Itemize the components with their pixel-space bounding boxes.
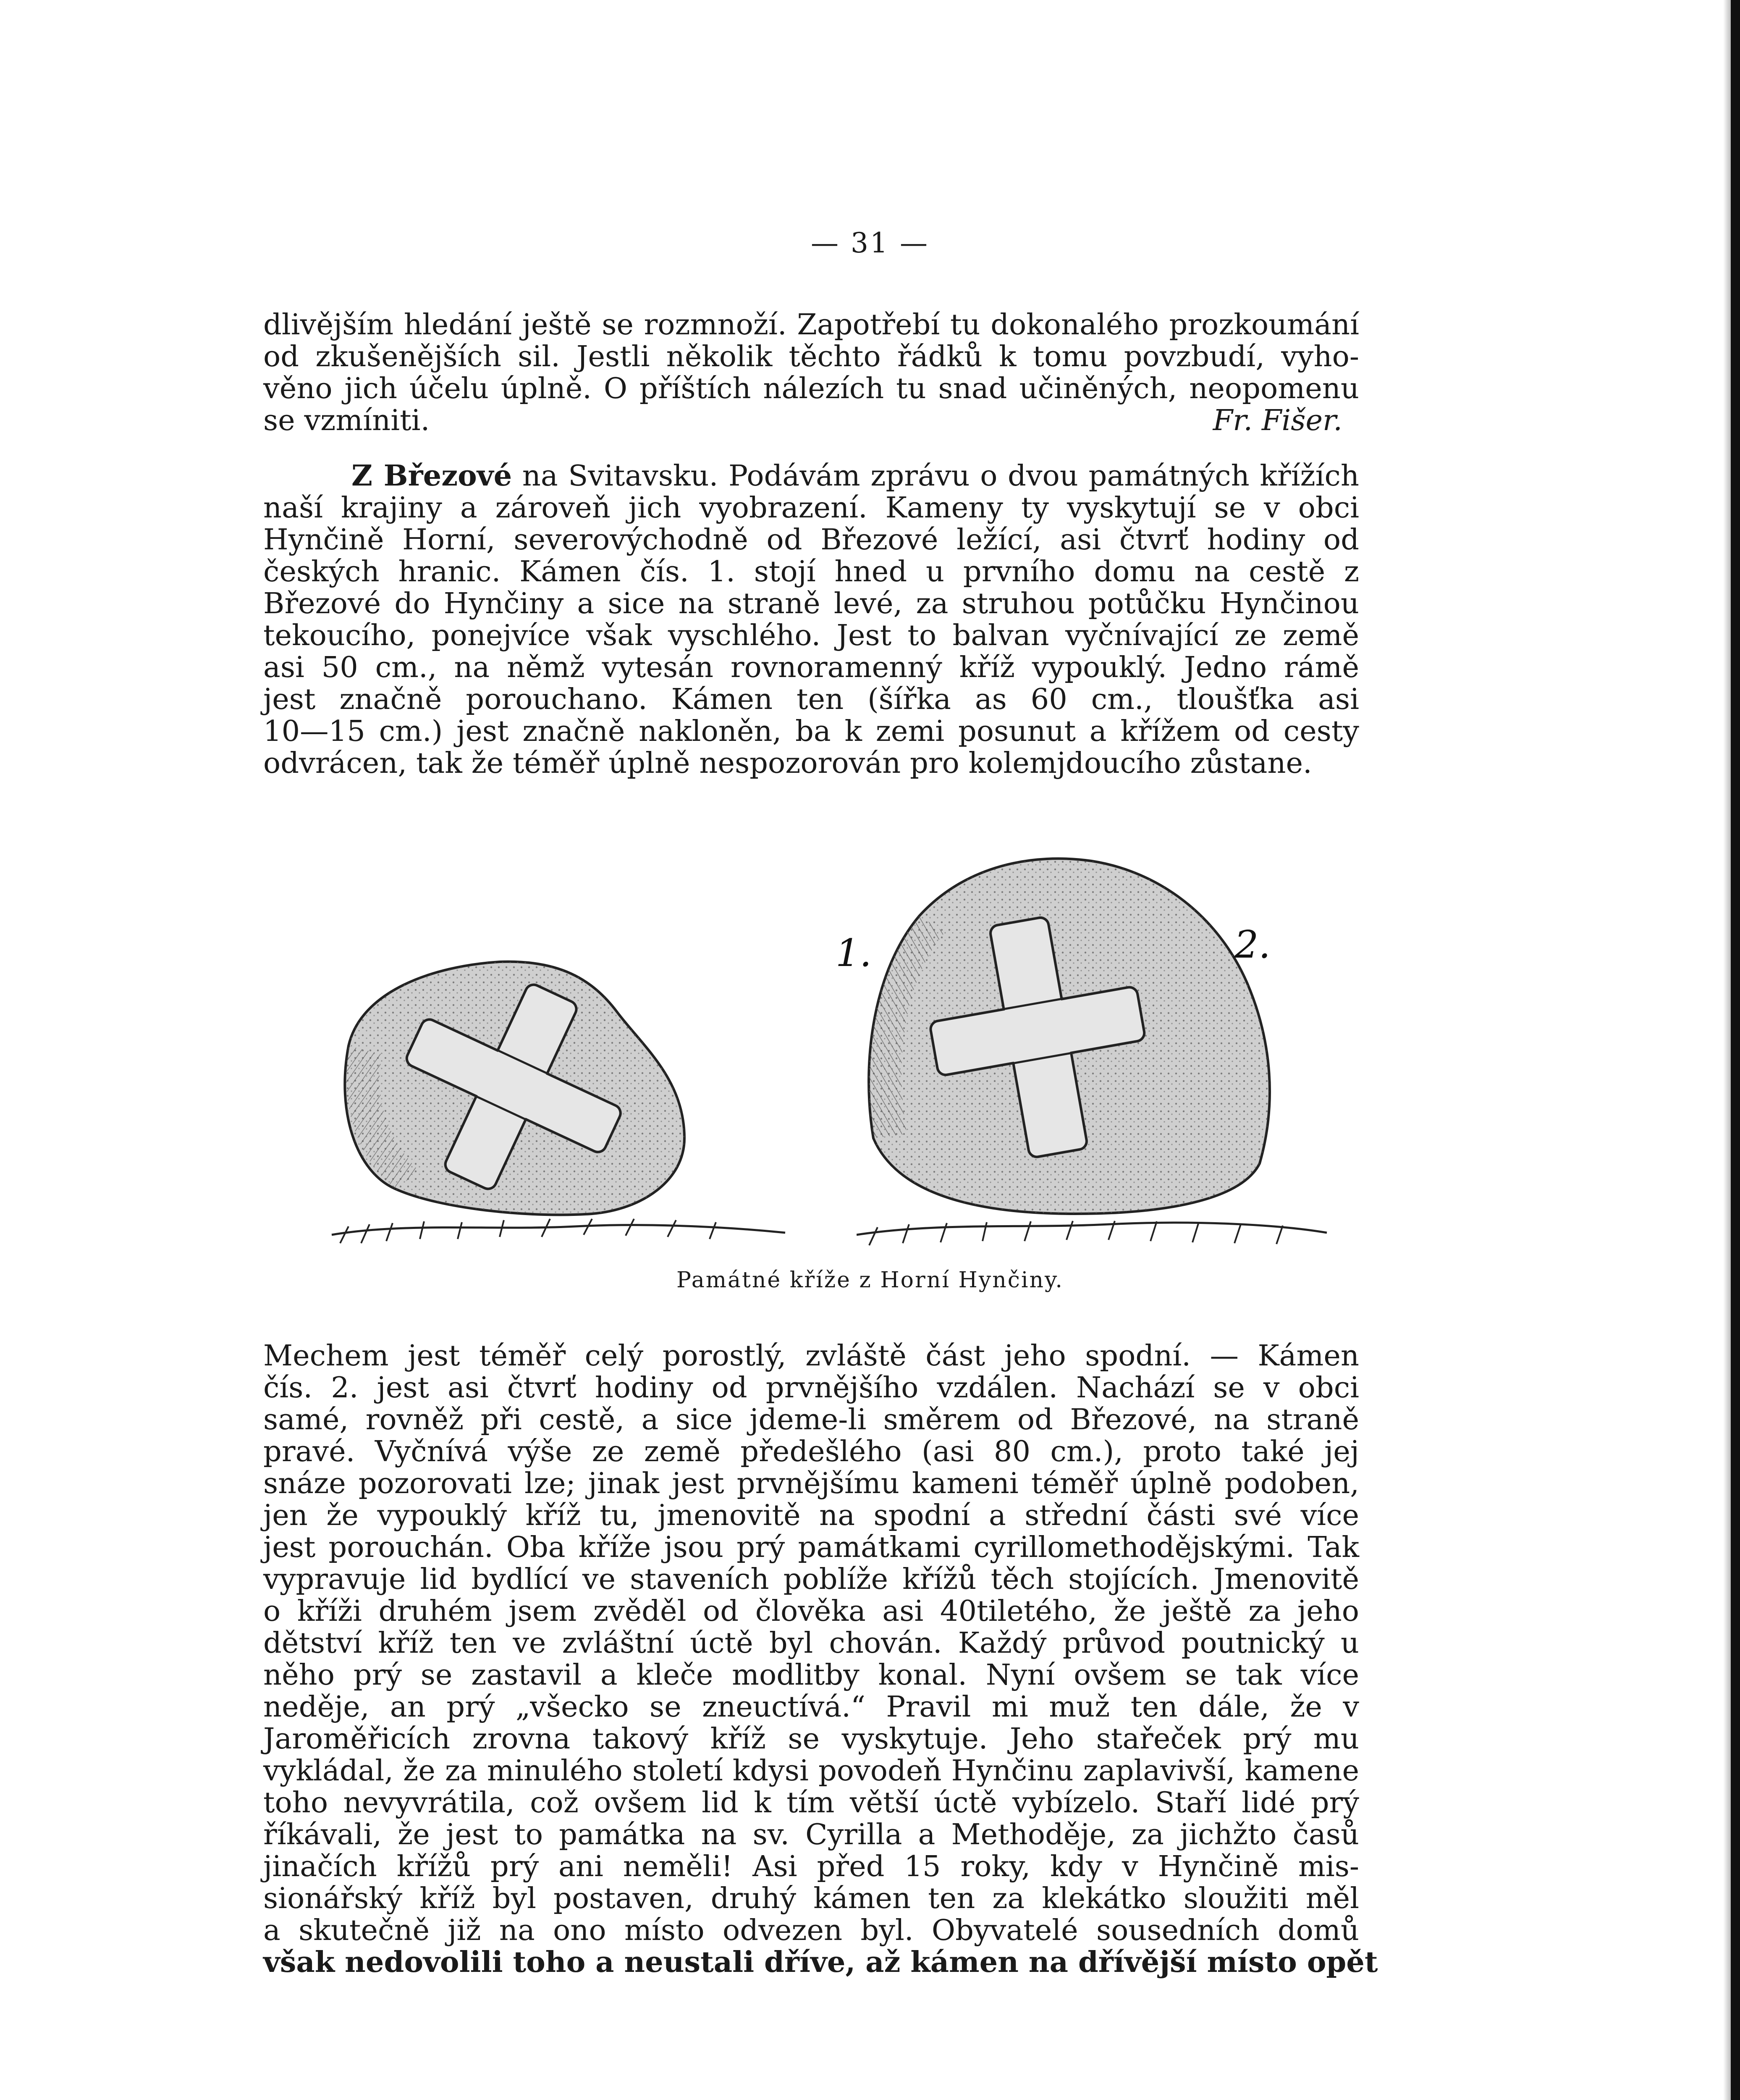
text-line: naší krajiny a zároveň jich vyobrazení. Kameny ty vyskytují se v obci: [263, 491, 1359, 525]
text-line: se vzmíniti.: [263, 404, 430, 437]
stone-cross-1-illustration: [323, 920, 907, 1256]
stone-cross-2-illustration: [857, 844, 1331, 1256]
text-line: jest porouchán. Oba kříže jsou prý památkami cyrillomethodějskými. Tak: [263, 1530, 1359, 1564]
text-line: českých hranic. Kámen čís. 1. stojí hned u prvního domu na cestě z: [263, 555, 1359, 588]
page-edge-border: [1731, 0, 1740, 2100]
after-figure-paragraph: [263, 1339, 1378, 1979]
text-line: dlivějším hledání ještě se rozmnoží. Zapotřebí tu dokonalého prozkoumání: [263, 308, 1359, 341]
text-line: snáze pozorovati lze; jinak jest prvnějšímu kameni téměř úplně podoben,: [263, 1467, 1359, 1500]
text-line: od zkušenějších sil. Jestli několik těchto řádků k tomu povzbudí, vyho-: [263, 340, 1359, 373]
text-line: jest značně porouchano. Kámen ten (šířka as 60 cm., tloušťka asi: [263, 682, 1359, 716]
text-line: Mechem jest téměř celý porostlý, zvláště část jeho spodní. — Kámen: [263, 1339, 1359, 1373]
text-line: samé, rovněž při cestě, a sice jdeme-li směrem od Březové, na straně: [263, 1403, 1359, 1436]
text-line: však nedovolili toho a neustali dříve, až kámen na dřívější místo opět: [263, 1945, 1378, 1979]
text-line: Březové do Hynčiny a sice na straně levé, za struhou potůčku Hynčinou: [263, 587, 1359, 620]
text-line: Jaroměřicích zrovna takový kříž se vyskytuje. Jeho stařeček prý mu: [263, 1722, 1359, 1756]
text-line: říkávali, že jest to památka na sv. Cyrilla a Methoděje, za jichžto časů: [263, 1818, 1359, 1851]
text-line: sionářský kříž byl postaven, druhý kámen ten za klekátko sloužiti měl: [263, 1882, 1359, 1915]
text-line: něho prý se zastavil a kleče modlitby konal. Nyní ovšem se tak více: [263, 1658, 1359, 1692]
text-line: neděje, an prý „všecko se zneuctívá.“ Pravil mi muž ten dále, že v: [263, 1690, 1359, 1724]
text-line: čís. 2. jest asi čtvrť hodiny od prvnějšího vzdálen. Nachází se v obci: [263, 1371, 1359, 1404]
text-line: a skutečně již na ono místo odvezen byl. Obyvatelé sousedních domů: [263, 1914, 1359, 1947]
text-fragment: na Svitavsku. Podávám zprávu o dvou památných křížích: [522, 459, 1359, 493]
text-line: vykládal, že za minulého století kdysi povodeň Hynčinu zaplavivší, kamene: [263, 1754, 1359, 1788]
section-first-line: [263, 460, 1359, 492]
signature-line: [263, 404, 1359, 436]
text-line: věno jich účelu úplně. O příštích nálezích tu snad učiněných, neopomenu: [263, 372, 1359, 405]
continuation-paragraph: [263, 309, 1359, 436]
text-line: dětství kříž ten ve zvláštní úctě byl chován. Každý průvod poutnický u: [263, 1626, 1359, 1660]
text-line: Hynčině Horní, severovýchodně od Březové ležící, asi čtvrť hodiny od: [263, 523, 1359, 556]
text-line: asi 50 cm., na němž vytesán rovnoramenný kříž vypouklý. Jedno rámě: [263, 651, 1359, 684]
text-line: 10—15 cm.) jest značně nakloněn, ba k zemi posunut a křížem od cesty: [263, 714, 1359, 748]
author-signature: Fr. Fišer.: [1213, 404, 1342, 437]
text-line: tekoucího, ponejvíce však vyschlého. Jest to balvan vyčnívající ze země: [263, 619, 1359, 652]
text-line: vypravuje lid bydlící ve staveních poblíže křížů těch stojících. Jmenovitě: [263, 1562, 1359, 1596]
page-number: — 31 —: [811, 227, 929, 259]
section-title: Z Březové: [351, 459, 512, 493]
text-line: toho nevyvrátila, což ovšem lid k tím větší úctě vybízelo. Staří lidé prý: [263, 1786, 1359, 1819]
figure-label-2: 2.: [1234, 923, 1271, 967]
figure-caption: Památné kříže z Horní Hynčiny.: [676, 1268, 1064, 1293]
text-line: pravé. Vyčnívá výše ze země předešlého (asi 80 cm.), proto také jej: [263, 1435, 1359, 1468]
figure-label-1: 1.: [836, 931, 872, 975]
section-paragraph: [263, 460, 1359, 779]
text-line: jinačích křížů prý ani neměli! Asi před 15 roky, kdy v Hynčině mis-: [263, 1850, 1359, 1883]
text-line: odvrácen, tak že téměř úplně nespozorován pro kolemjdoucího zůstane.: [263, 746, 1312, 780]
text-line: o kříži druhém jsem zvěděl od člověka asi 40tiletého, že ještě za jeho: [263, 1594, 1359, 1628]
text-line: jen že vypouklý kříž tu, jmenovitě na spodní a střední části své více: [263, 1499, 1359, 1532]
page-edge-shadow: [1723, 0, 1731, 2100]
